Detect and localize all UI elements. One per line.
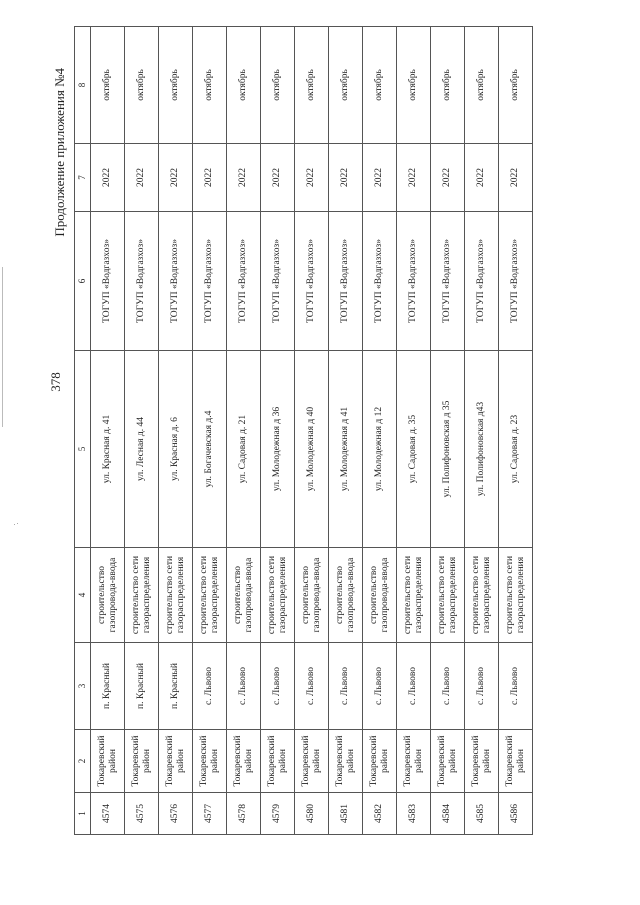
district-cell: Токаревский район (91, 730, 125, 793)
month-cell: октябрь (91, 27, 125, 144)
work-type-cell: строительство газопровода-ввода (91, 548, 125, 643)
month-cell: октябрь (193, 27, 227, 144)
work-type-cell: строительство сети газораспределения (193, 548, 227, 643)
table-row (465, 27, 499, 835)
table-row (227, 27, 261, 835)
settlement-cell: с. Львово (193, 643, 227, 730)
year-cell: 2022 (193, 144, 227, 212)
address-cell: ул. Садовая д. 35 (397, 351, 431, 548)
scan-artifact-dot (17, 523, 18, 524)
settlement-cell: с. Львово (329, 643, 363, 730)
address-cell: ул. Молодежная д 36 (261, 351, 295, 548)
column-header: 6 (75, 212, 91, 351)
settlement-cell: с. Львово (397, 643, 431, 730)
table-row (193, 27, 227, 835)
row-number-cell: 4576 (159, 793, 193, 835)
row-number-cell: 4574 (91, 793, 125, 835)
row-number-cell: 4582 (363, 793, 397, 835)
appendix-title: Продолжение приложения №4 (52, 68, 67, 237)
address-cell: ул. Молодежная д 41 (329, 351, 363, 548)
district-cell: Токаревский район (329, 730, 363, 793)
settlement-cell: с. Львово (295, 643, 329, 730)
settlement-cell: с. Львово (499, 643, 533, 730)
month-cell: октябрь (465, 27, 499, 144)
table-row (363, 27, 397, 835)
scan-artifact-line (2, 267, 3, 427)
district-cell: Токаревский район (363, 730, 397, 793)
address-cell: ул. Полифоновская д43 (465, 351, 499, 548)
address-cell: ул. Садовая д. 21 (227, 351, 261, 548)
row-number-cell: 4583 (397, 793, 431, 835)
work-type-cell: строительство сети газораспределения (465, 548, 499, 643)
organization-cell: ТОГУП «Водгазхоз» (227, 212, 261, 351)
district-cell: Токаревский район (295, 730, 329, 793)
organization-cell: ТОГУП «Водгазхоз» (159, 212, 193, 351)
year-cell: 2022 (91, 144, 125, 212)
column-header: 7 (75, 144, 91, 212)
column-header: 1 (75, 793, 91, 835)
column-header: 3 (75, 643, 91, 730)
year-cell: 2022 (261, 144, 295, 212)
page-number: 378 (48, 372, 63, 392)
row-number-cell: 4584 (431, 793, 465, 835)
organization-cell: ТОГУП «Водгазхоз» (125, 212, 159, 351)
settlement-cell: с. Львово (363, 643, 397, 730)
settlement-cell: п. Красный (159, 643, 193, 730)
work-type-cell: строительство сети газораспределения (125, 548, 159, 643)
month-cell: октябрь (261, 27, 295, 144)
row-number-cell: 4579 (261, 793, 295, 835)
organization-cell: ТОГУП «Водгазхоз» (363, 212, 397, 351)
district-cell: Токаревский район (397, 730, 431, 793)
row-number-cell: 4577 (193, 793, 227, 835)
year-cell: 2022 (159, 144, 193, 212)
column-header: 5 (75, 351, 91, 548)
settlement-cell: с. Львово (227, 643, 261, 730)
district-cell: Токаревский район (159, 730, 193, 793)
table-row (295, 27, 329, 835)
column-header: 2 (75, 730, 91, 793)
settlement-cell: с. Львово (261, 643, 295, 730)
table-row (261, 27, 295, 835)
address-cell: ул. Молодежная д 40 (295, 351, 329, 548)
address-cell: ул. Красная д. 6 (159, 351, 193, 548)
work-type-cell: строительство газопровода-ввода (329, 548, 363, 643)
organization-cell: ТОГУП «Водгазхоз» (499, 212, 533, 351)
row-number-cell: 4586 (499, 793, 533, 835)
month-cell: октябрь (125, 27, 159, 144)
address-cell: ул. Богачевская д.4 (193, 351, 227, 548)
work-type-cell: строительство газопровода-ввода (363, 548, 397, 643)
table-row (431, 27, 465, 835)
column-header: 4 (75, 548, 91, 643)
column-header: 8 (75, 27, 91, 144)
month-cell: октябрь (363, 27, 397, 144)
district-cell: Токаревский район (125, 730, 159, 793)
year-cell: 2022 (125, 144, 159, 212)
year-cell: 2022 (499, 144, 533, 212)
settlement-cell: с. Львово (431, 643, 465, 730)
year-cell: 2022 (295, 144, 329, 212)
district-cell: Токаревский район (431, 730, 465, 793)
district-cell: Токаревский район (227, 730, 261, 793)
work-type-cell: строительство газопровода-ввода (227, 548, 261, 643)
month-cell: октябрь (159, 27, 193, 144)
district-cell: Токаревский район (193, 730, 227, 793)
year-cell: 2022 (397, 144, 431, 212)
month-cell: октябрь (329, 27, 363, 144)
objects-table (74, 26, 533, 835)
year-cell: 2022 (363, 144, 397, 212)
work-type-cell: строительство сети газораспределения (159, 548, 193, 643)
table-body (91, 27, 533, 835)
year-cell: 2022 (329, 144, 363, 212)
organization-cell: ТОГУП «Водгазхоз» (431, 212, 465, 351)
work-type-cell: строительство сети газораспределения (397, 548, 431, 643)
month-cell: октябрь (397, 27, 431, 144)
address-cell: ул. Лесная д. 44 (125, 351, 159, 548)
address-cell: ул. Полифоновская д 35 (431, 351, 465, 548)
work-type-cell: строительство сети газораспределения (499, 548, 533, 643)
table-header-row (75, 27, 91, 835)
table-row (91, 27, 125, 835)
address-cell: ул. Красная д. 41 (91, 351, 125, 548)
row-number-cell: 4585 (465, 793, 499, 835)
scan-artifact-dot (14, 524, 15, 525)
year-cell: 2022 (431, 144, 465, 212)
month-cell: октябрь (295, 27, 329, 144)
organization-cell: ТОГУП «Водгазхоз» (295, 212, 329, 351)
table-row (125, 27, 159, 835)
district-cell: Токаревский район (465, 730, 499, 793)
month-cell: октябрь (431, 27, 465, 144)
organization-cell: ТОГУП «Водгазхоз» (193, 212, 227, 351)
organization-cell: ТОГУП «Водгазхоз» (465, 212, 499, 351)
organization-cell: ТОГУП «Водгазхоз» (329, 212, 363, 351)
work-type-cell: строительство сети газораспределения (431, 548, 465, 643)
year-cell: 2022 (465, 144, 499, 212)
settlement-cell: п. Красный (91, 643, 125, 730)
organization-cell: ТОГУП «Водгазхоз» (397, 212, 431, 351)
work-type-cell: строительство газопровода-ввода (295, 548, 329, 643)
row-number-cell: 4580 (295, 793, 329, 835)
district-cell: Токаревский район (499, 730, 533, 793)
month-cell: октябрь (499, 27, 533, 144)
table-row (159, 27, 193, 835)
year-cell: 2022 (227, 144, 261, 212)
table-row (329, 27, 363, 835)
row-number-cell: 4578 (227, 793, 261, 835)
row-number-cell: 4581 (329, 793, 363, 835)
address-cell: ул. Садовая д. 23 (499, 351, 533, 548)
month-cell: октябрь (227, 27, 261, 144)
address-cell: ул. Молодежная д 12 (363, 351, 397, 548)
organization-cell: ТОГУП «Водгазхоз» (261, 212, 295, 351)
settlement-cell: с. Львово (465, 643, 499, 730)
row-number-cell: 4575 (125, 793, 159, 835)
table-row (397, 27, 431, 835)
district-cell: Токаревский район (261, 730, 295, 793)
settlement-cell: п. Красный (125, 643, 159, 730)
work-type-cell: строительство сети газораспределения (261, 548, 295, 643)
organization-cell: ТОГУП «Водгазхоз» (91, 212, 125, 351)
table-row (499, 27, 533, 835)
